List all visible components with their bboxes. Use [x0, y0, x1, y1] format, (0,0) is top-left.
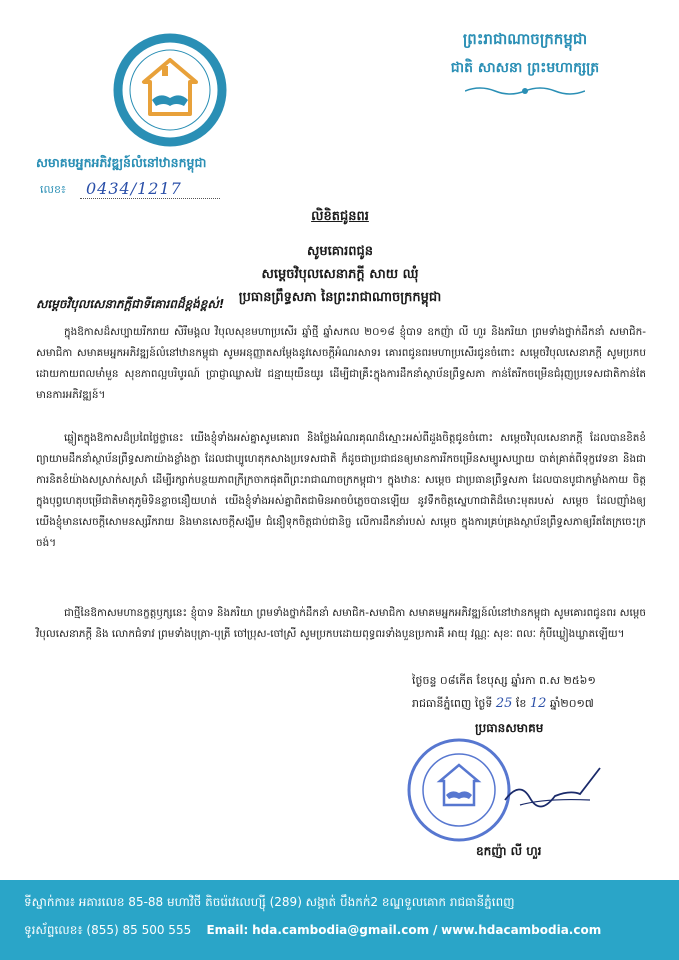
- email-link[interactable]: hda.cambodia@gmail.com: [252, 923, 430, 937]
- date-solar: [412, 696, 594, 713]
- handwritten-signature: [500, 760, 610, 820]
- paragraph-1: ក្នុងឱកាសដ៏សប្បាយរីករាយ សិរីមង្គល វិបុលសុខមហាប្រសើរ ឆ្នាំថ្មី ឆ្នាំសកល ២០១៨ ខ្ញុំបាទ ឧកញ៉ា លី ហួរ និងភរិយា ព្រមទាំងថ្នាក់ដឹកនាំ សមាជិក-សមាជិកា សមាគមអ្នកអភិវឌ្ឍន៍លំនៅឋានកម្ពុជា សូមអនុញ្ញាតសម្តែងនូវសេចក្តីអំណរសាទរ គោរពជូនពរមហាប្រសើរជូនចំពោះ សម្តេចវិបុលសេនាភក្តី សូមប្រកបដោយកាយពលមាំមួន សុខភាពល្អបរិបូរណ៍ ប្រាជ្ញាឈ្លាសវៃ ជន្មាយុយឺនយូរ ដើម្បីជាគ្រឹះក្នុងការដឹកនាំស្ថាប័នព្រឹទ្ធសភា កាន់តែរីកចម្រើនជំរុញប្រទេសជាតិកាន់តែមានការអភិវឌ្ឍន៍។: [36, 326, 646, 401]
- signer-role: ប្រធានសមាគម: [475, 721, 544, 735]
- recipient-greeting: សូមគោរពជូន: [306, 244, 373, 259]
- reference-number: [40, 179, 240, 202]
- letter-title: លិខិតជូនពរ: [311, 209, 369, 224]
- recipient-name: សម្តេចវិបុលសេនាភក្តី សាយ ឈុំ: [261, 267, 419, 282]
- reference-label: លេខ៖: [40, 183, 66, 196]
- reference-dotted-line: [80, 198, 220, 199]
- kingdom-motto: ជាតិ សាសនា ព្រះមហាក្សត្រ: [450, 60, 600, 76]
- signer-name: ឧកញ៉ា លី ហួរ: [476, 844, 542, 858]
- paragraph-2: ឆ្លៀតក្នុងឱកាសដ៏ប្រពៃថ្លៃថ្លានេះ យើងខ្ញុំទាំងអស់គ្នាសូមគោរព និងថ្លែងអំណរគុណដ៏ស្មោះអស់ពីដួងចិត្តជូនចំពោះ សម្តេចវិបុលសេនាភក្តី ដែលបានខិតខំព្យាយាមដឹកនាំស្ថាប័នព្រឹទ្ធសភាយ៉ាងខ្លាំងក្លា ដែលជាប្បូហេតុកសាងប្រទេសជាតិ ក៏ដូចជាប្រជាជនឲ្យមានការរីកចម្រើនសម្បូរសប្បាយ បាត់គ្រាត់ពីទុក្ខវេទនា និងជាការនិតខំយ៉ាងសស្រាក់សស្រាំ ដើម្បីរក្សាក់បន្ថយភាពក្រីក្រចាកផុតពីព្រះរាជាណាចក្រកម្ពុជា។ ក្នុងឋានៈ សម្តេច ជាប្រធានព្រឹទ្ធសភា ដែលបានបូជាកម្លាំងកាយ ចិត្ត ក្នុងបុព្វហេតុបម្រើជាតិមាតុភូមិទិនខ្លាចនឿយហត់ យើងខ្ញុំទាំងអស់គ្នាពិតជាមិនអាចបំភ្លេចបានឡើយ នូវទឹកចិត្តស្នេហាជាតិដ៏មោះមុតរបស់ សម្តេច ដែលញ៉ាំងឲ្យយើងខ្ញុំមានសេចក្តីសោមនស្សរីករាយ និងមានសេចក្តីសង្ឃឹម ជំនឿទុកចិត្តជាប់ជានិច្ច លើការដឹកនាំរបស់ សម្តេច ក្នុងការគ្រប់គ្រងស្ថាប័នព្រឹទ្ធសភាឲ្យរឹតតែក្រចេះក្រចង់។: [36, 432, 646, 549]
- phone-number: (855) 85 500 555: [86, 923, 192, 937]
- kingdom-header: [400, 30, 650, 101]
- date-lunar: ថ្ងៃចន្ទ ០៨កើត ខែបុស្ស ឆ្នាំរកា ព.ស ២៥៦១: [412, 674, 596, 687]
- date-month: 12: [529, 696, 547, 711]
- salutation: សម្តេចវិបុលសេនាភក្តីជាទីគោរពដ៏ខ្ពង់ខ្ពស់!: [36, 297, 225, 311]
- email-label: Email:: [206, 923, 249, 937]
- date-day: 25: [495, 696, 513, 711]
- org-name: សមាគមអ្នកអភិវឌ្ឍន៍លំនៅឋានកម្ពុជា: [36, 155, 207, 170]
- phone-label: ទូរស័ព្ទលេខ៖: [24, 923, 83, 937]
- footer-bar: [0, 880, 679, 960]
- footer-contact: [24, 922, 601, 940]
- reference-value: 0434/1217: [86, 179, 182, 198]
- org-logo: [100, 30, 240, 150]
- website-link[interactable]: www.hdacambodia.com: [441, 923, 602, 937]
- ornament-icon: [465, 85, 585, 97]
- date-year: ឆ្នាំ២០១៧: [549, 697, 594, 710]
- recipient-title: ប្រធានព្រឹទ្ធសភា នៃព្រះរាជាណាចក្រកម្ពុជា: [238, 290, 442, 305]
- official-stamp: [404, 735, 514, 845]
- date-prefix: រាជធានីភ្នំពេញ ថ្ងៃទី: [412, 697, 493, 710]
- contact-separator: /: [432, 923, 438, 937]
- letter-header: [180, 208, 500, 308]
- footer-address: ទីស្នាក់ការ៖ អគារលេខ 85-88 មហាវិថី តិចរ៉េវេលេហ្សុី (289) សង្កាត់ បឹងកក់2 ខណ្ឌទួលគោក រាជធានីភ្នំពេញ: [24, 895, 515, 909]
- paragraph-3: ជាថ្មីនៃឱកាសមហានក្ខត្តឫក្សនេះ ខ្ញុំបាទ និងភរិយា ព្រមទាំងថ្នាក់ដឹកនាំ សមាជិក-សមាជិកា សមាគមអ្នកអភិវឌ្ឍន៍លំនៅឋានកម្ពុជា សូមគោរពជូនពរ សម្តេចវិបុលសេនាភក្តី និង លោកជំទាវ ព្រមទាំងបុត្រា-បុត្រី ចៅប្រុស-ចៅស្រី សូមប្រកបដោយពុទ្ធពរទាំងបួនប្រការគឺ អាយុ វណ្ណៈ សុខៈ ពលៈ កុំបីឃ្លៀងឃ្លាតឡើយ។: [36, 607, 646, 640]
- date-month-label: ខែ: [515, 697, 527, 710]
- kingdom-name: ព្រះរាជាណាចក្រកម្ពុជា: [462, 30, 588, 48]
